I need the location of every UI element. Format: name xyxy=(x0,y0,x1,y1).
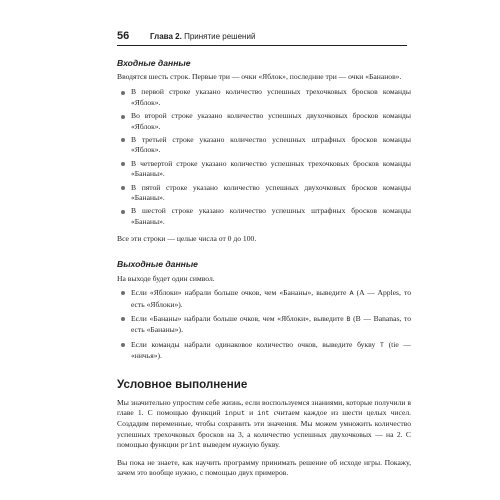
header-rule xyxy=(117,45,407,46)
paragraph-text: считаем каждое из шести целых чисел. Создадим переменные, чтобы сохранить эти значения. Мы можем умножить количество успешных трехочковых бросков на 3, а количество успешных двухочковых — на 2. С помощью функции xyxy=(117,407,412,450)
list-item-text-after: (B — Bananas, то есть «Бананы»). xyxy=(131,313,412,335)
bullet-icon xyxy=(121,115,125,119)
bullet-icon xyxy=(121,291,125,295)
paragraph-text: Мы значительно упростим себе жизнь, если воспользуемся знаниями, которые получили в главе 1. С помощью функций xyxy=(117,397,411,417)
list-item xyxy=(117,340,411,362)
chapter-title: Принятие решений xyxy=(184,32,256,41)
list-item-text-before: Если «Яблоки» набрали больше очков, чем «Бананы», выведите xyxy=(131,288,350,298)
inline-code: T xyxy=(379,341,384,350)
list-item-text: В третьей строке указано количество успешных штрафных бросков команды «Яблок». xyxy=(131,135,411,155)
list-item xyxy=(117,159,411,180)
inline-code: input xyxy=(224,409,246,418)
list-item-text-before: Если «Бананы» набрали больше очков, чем «Яблоки», выведите xyxy=(131,313,347,323)
paragraph xyxy=(117,398,411,452)
list-item-text: В шестой строке указано количество успешных штрафных бросков команды «Бананы». xyxy=(131,206,411,226)
list-item xyxy=(117,206,411,227)
paragraph-text: выведем нужную букву. xyxy=(200,440,281,450)
list-item xyxy=(117,87,411,108)
list-item xyxy=(117,111,411,132)
bullet-icon xyxy=(121,162,125,166)
paragraph: Вы пока не знаете, как научить программу принимать решение об исходе игры. Покажу, зачем это вообще нужно, с помощью двух примеров. xyxy=(117,457,411,477)
page-number: 56 xyxy=(117,30,130,42)
list-item-text: В четвертой строке указано количество успешных трехочковых бросков команды «Бананы». xyxy=(131,158,411,179)
inline-code: print xyxy=(180,442,201,451)
list-item-text: Во второй строке указано количество успешных двухочковых бросков команды «Яблок». xyxy=(131,111,411,131)
paragraph-text: и xyxy=(245,407,258,417)
list-item-text-before: Если команды набрали одинаковое количество очков, выведите букву xyxy=(131,339,380,349)
list-item xyxy=(117,314,411,336)
inline-code: B xyxy=(346,315,351,324)
list-item xyxy=(117,288,411,310)
list-item-text: В пятой строке указано количество успешных двухочковых бросков команды «Бананы». xyxy=(131,182,411,203)
list-item-text: В первой строке указано количество успешных трехочковых бросков команды «Яблок». xyxy=(131,87,411,107)
inline-code: A xyxy=(349,290,354,299)
list-item xyxy=(117,135,411,156)
bullet-icon xyxy=(121,317,125,321)
page-content xyxy=(117,58,411,478)
inline-code: int xyxy=(257,409,270,418)
section-heading: Условное выполнение xyxy=(117,377,248,391)
running-title xyxy=(150,31,255,42)
bullet-icon xyxy=(121,210,125,214)
list-item xyxy=(117,183,411,204)
chapter-label: Глава 2. xyxy=(150,32,182,41)
bullet-icon xyxy=(121,91,125,95)
input-list xyxy=(117,87,411,227)
page-header xyxy=(117,30,407,44)
input-intro: Вводятся шесть строк. Первые три — очки «Яблок», последние три — очки «Бананов». xyxy=(117,72,402,81)
output-heading: Выходные данные xyxy=(117,258,198,269)
input-outro: Все эти строки — целые числа от 0 до 100. xyxy=(117,234,257,244)
output-list xyxy=(117,288,411,361)
list-item-text-after: (A — Apples, то есть «Яблоки»). xyxy=(131,288,411,309)
bullet-icon xyxy=(121,138,125,142)
output-intro: На выходе будет один символ. xyxy=(117,273,215,283)
bullet-icon xyxy=(121,186,125,190)
bullet-icon xyxy=(121,343,125,347)
list-item-text-after: (tie — «ничья»). xyxy=(131,339,412,361)
input-heading: Входные данные xyxy=(117,58,191,68)
